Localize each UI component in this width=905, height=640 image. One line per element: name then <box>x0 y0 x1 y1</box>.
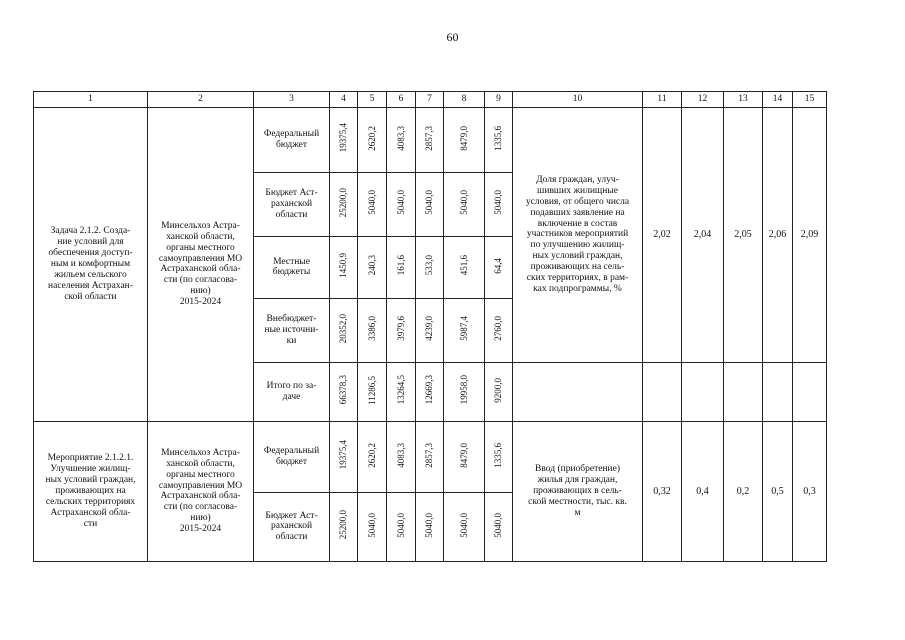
header-cell-15 <box>793 92 827 108</box>
funding-value-text: 5040,0 <box>493 512 504 538</box>
funding-value-text: 5987,4 <box>458 316 469 341</box>
header-cell-1 <box>34 92 148 108</box>
funding-value <box>358 298 387 362</box>
funding-value <box>444 298 485 362</box>
header-cell-9 <box>485 92 513 108</box>
header-cell-2-text: 2 <box>198 94 203 104</box>
funding-value <box>416 492 444 561</box>
funding-value-text: 64,4 <box>493 257 504 274</box>
funding-source <box>254 421 330 492</box>
indicator-value <box>763 107 793 362</box>
funding-source <box>254 236 330 298</box>
indicator-value <box>724 421 763 561</box>
funding-source-text: Бюджет Аст- раханской области <box>265 188 318 220</box>
task-row <box>34 107 827 172</box>
funding-source-text: Итого по за- даче <box>266 381 317 402</box>
indicator-value-text: 2,06 <box>768 229 787 241</box>
funding-value <box>444 362 485 421</box>
funding-value-text: 11286,5 <box>366 375 377 405</box>
indicator-empty <box>724 362 763 421</box>
header-cell-12-text: 12 <box>697 94 708 104</box>
header-cell-10-text: 10 <box>572 94 583 104</box>
funding-value-text: 5040,0 <box>493 190 504 215</box>
funding-value <box>416 236 444 298</box>
program-table <box>33 91 827 562</box>
funding-value <box>358 362 387 421</box>
header-row <box>34 92 827 108</box>
funding-value-text: 3386,0 <box>366 316 377 341</box>
funding-value-text: 2620,2 <box>366 125 377 151</box>
measure-title <box>34 421 148 561</box>
funding-value <box>358 492 387 561</box>
funding-value-text: 3979,6 <box>395 316 406 341</box>
funding-source <box>254 298 330 362</box>
funding-value <box>387 421 416 492</box>
indicator-empty <box>682 362 724 421</box>
header-cell-5 <box>358 92 387 108</box>
funding-value-text: 1335,6 <box>493 442 504 468</box>
funding-source <box>254 107 330 172</box>
funding-value-text: 5040,0 <box>458 512 469 538</box>
header-cell-14-text: 14 <box>772 94 783 104</box>
header-cell-5-text: 5 <box>369 94 375 104</box>
funding-value-text: 4083,3 <box>395 442 406 468</box>
measure-row <box>34 421 827 492</box>
funding-value <box>485 107 513 172</box>
funding-value-text: 240,3 <box>366 255 377 276</box>
indicator-value <box>682 107 724 362</box>
indicator-value <box>793 421 827 561</box>
funding-value-text: 2857,3 <box>424 442 435 468</box>
funding-value-text: 19958,0 <box>458 375 469 405</box>
funding-value-text: 5040,0 <box>366 512 377 538</box>
funding-value-text: 13264,5 <box>395 375 406 405</box>
header-cell-13-text: 13 <box>738 94 748 104</box>
funding-value <box>444 107 485 172</box>
indicator-value-text: 2,05 <box>734 229 752 241</box>
funding-value <box>444 172 485 236</box>
funding-source <box>254 172 330 236</box>
funding-value <box>330 421 358 492</box>
funding-value <box>387 172 416 236</box>
task-executor <box>148 107 254 421</box>
header-cell-8 <box>444 92 485 108</box>
funding-value <box>387 107 416 172</box>
funding-value <box>444 236 485 298</box>
indicator-value <box>793 107 827 362</box>
funding-value-text: 451,6 <box>458 255 469 276</box>
funding-source-text: Бюджет Аст- раханской области <box>265 510 318 543</box>
funding-value-text: 2760,0 <box>493 316 504 341</box>
funding-source-text: Федеральный бюджет <box>263 129 320 150</box>
page-number: 60 <box>446 30 459 44</box>
funding-value-text: 8479,0 <box>458 442 469 468</box>
funding-value-text: 5040,0 <box>424 190 435 215</box>
funding-value <box>358 107 387 172</box>
funding-value <box>330 362 358 421</box>
funding-value <box>387 362 416 421</box>
funding-value-text: 533,0 <box>424 255 435 276</box>
funding-source-text: Федеральный бюджет <box>263 446 320 467</box>
funding-value-text: 1335,6 <box>493 125 504 151</box>
indicator-value-text: 2,09 <box>800 229 819 241</box>
funding-value <box>444 421 485 492</box>
header-cell-11-text: 11 <box>657 94 667 104</box>
funding-source-text: Местные бюджеты <box>272 256 311 278</box>
indicator-empty <box>763 362 793 421</box>
indicator-value-text: 2,02 <box>653 229 671 241</box>
funding-value-text: 5040,0 <box>424 512 435 538</box>
header-cell-11 <box>643 92 682 108</box>
funding-value-text: 66378,3 <box>338 375 349 405</box>
header-cell-10 <box>513 92 643 108</box>
funding-source <box>254 492 330 561</box>
funding-value <box>416 421 444 492</box>
task-indicator-empty <box>513 362 643 421</box>
measure-title-text: Мероприятие 2.1.2.1. Улучшение жилищ- ных условий граждан, проживающих на сельских территориях Астраханской обла- сти <box>45 453 136 529</box>
task-indicator-text: Доля граждан, улуч- шивших жилищные условия, от общего числа подавших заявление на включение в состав участников мероприятий по улучшению жилищ- ных условий граждан, проживающих на сель- ских территориях, в рам- ках подпрограммы, % <box>525 174 630 295</box>
task-executor-text: Минсельхоз Астра- ханской области, органы местного самоуправления МО Астраханской обла- сти (по согласова- нию) 2015-2024 <box>158 220 243 308</box>
header-cell-4-text: 4 <box>341 94 346 104</box>
funding-value <box>330 236 358 298</box>
funding-value <box>416 107 444 172</box>
indicator-value-text: 0,3 <box>803 485 816 497</box>
header-cell-14 <box>763 92 793 108</box>
funding-value-text: 1450,9 <box>338 253 349 278</box>
indicator-value-text: 2,04 <box>693 229 712 241</box>
header-cell-8-text: 8 <box>461 94 467 104</box>
funding-value-text: 12669,3 <box>424 375 435 405</box>
funding-value-text: 4239,0 <box>424 316 435 341</box>
funding-value <box>358 421 387 492</box>
task-indicator <box>513 107 643 362</box>
task-title-text: Задача 2.1.2. Созда- ние условий для обеспечения доступ- ным и комфортным жильем сельского населения Астрахан- ской области <box>48 226 133 302</box>
indicator-value <box>643 421 682 561</box>
measure-executor-text: Минсельхоз Астра- ханской области, органы местного самоуправления МО Астраханской обла- сти (по согласова- нию) 2015-2024 <box>158 447 243 535</box>
header-cell-7-text: 7 <box>427 94 432 104</box>
funding-value-text: 5040,0 <box>366 190 377 215</box>
funding-value-text: 5040,0 <box>458 190 469 215</box>
funding-value-text: 8479,0 <box>458 125 469 151</box>
funding-value <box>330 107 358 172</box>
funding-value <box>358 236 387 298</box>
funding-value <box>485 492 513 561</box>
indicator-value-text: 0,32 <box>653 485 671 497</box>
header-cell-6 <box>387 92 416 108</box>
header-cell-2 <box>148 92 254 108</box>
funding-value <box>387 236 416 298</box>
funding-value <box>444 492 485 561</box>
header-cell-3 <box>254 92 330 108</box>
funding-value <box>416 172 444 236</box>
header-cell-3-text: 3 <box>289 94 294 104</box>
funding-value <box>358 172 387 236</box>
header-cell-15-text: 15 <box>804 94 815 104</box>
funding-value <box>485 236 513 298</box>
funding-value-text: 2620,2 <box>366 442 377 468</box>
indicator-value-text: 0,4 <box>696 485 709 497</box>
task-title <box>34 107 148 421</box>
measure-executor <box>148 421 254 561</box>
indicator-empty <box>793 362 827 421</box>
indicator-value-text: 0,5 <box>771 485 784 497</box>
funding-value-text: 5040,0 <box>395 190 406 215</box>
indicator-value <box>763 421 793 561</box>
funding-value <box>485 421 513 492</box>
header-cell-12 <box>682 92 724 108</box>
funding-value <box>387 298 416 362</box>
header-cell-7 <box>416 92 444 108</box>
funding-value <box>416 298 444 362</box>
header-cell-9-text: 9 <box>496 94 501 104</box>
funding-value-text: 19375,4 <box>338 440 349 470</box>
measure-indicator-text: Ввод (приобретение) жилья для граждан, проживающих в сель- ской местности, тыс. кв. м <box>528 464 627 518</box>
funding-value <box>485 362 513 421</box>
funding-value <box>387 492 416 561</box>
header-cell-1-text: 1 <box>88 94 93 104</box>
measure-indicator <box>513 421 643 561</box>
header-cell-4 <box>330 92 358 108</box>
indicator-value <box>682 421 724 561</box>
indicator-value <box>643 107 682 362</box>
funding-value-text: 25200,0 <box>338 187 349 218</box>
funding-value <box>416 362 444 421</box>
header-cell-6-text: 6 <box>398 94 404 104</box>
funding-value <box>330 492 358 561</box>
funding-value-text: 25200,0 <box>338 510 349 540</box>
funding-value-text: 19375,4 <box>338 123 349 153</box>
funding-value-text: 2857,3 <box>424 125 435 151</box>
funding-value <box>485 172 513 236</box>
funding-value-text: 9200,0 <box>493 377 504 403</box>
indicator-empty <box>643 362 682 421</box>
funding-value-text: 4083,3 <box>395 125 406 151</box>
indicator-value-text: 0,2 <box>736 485 750 497</box>
funding-source-text: Внебюджет- ные источни- ки <box>264 314 319 346</box>
funding-source <box>254 362 330 421</box>
funding-value <box>330 298 358 362</box>
indicator-value <box>724 107 763 362</box>
funding-value-text: 20352,0 <box>338 313 349 344</box>
funding-value <box>330 172 358 236</box>
funding-value-text: 161,6 <box>395 255 406 276</box>
funding-value-text: 5040,0 <box>395 512 406 538</box>
header-cell-13 <box>724 92 763 108</box>
funding-value <box>485 298 513 362</box>
